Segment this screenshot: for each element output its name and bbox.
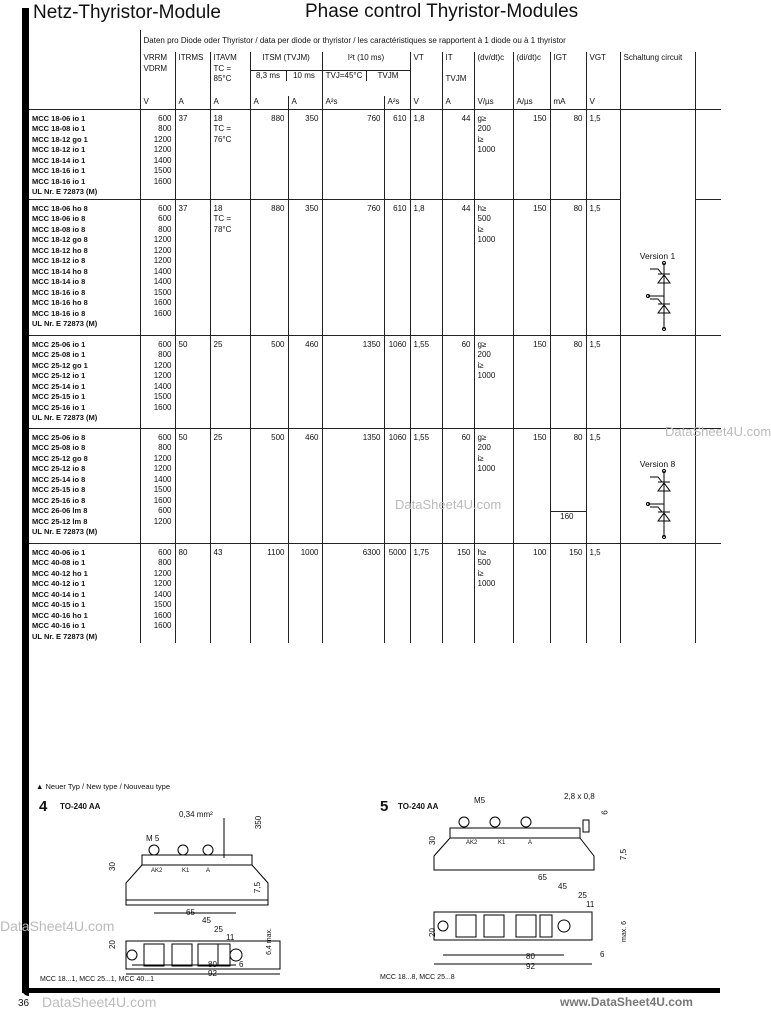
vrrm-value: 800 <box>158 224 172 234</box>
itsm-8-3ms: 500 <box>250 428 288 543</box>
vrrm-value: 1200 <box>153 371 172 380</box>
part-number: MCC 25-15 io 8 <box>32 485 86 494</box>
unit-label: A²s <box>322 96 384 109</box>
unit-label: A <box>288 96 322 109</box>
module-group <box>29 199 721 335</box>
vrrm-values <box>140 199 175 335</box>
col-vrrm: VRRM VDRM <box>140 52 175 96</box>
vgt: 1,5 <box>586 109 620 199</box>
itsm-10ms: 1000 <box>288 543 322 643</box>
watermark: DataSheet4U.com <box>395 497 502 512</box>
itavm: 25 <box>210 335 250 428</box>
vrrm-value: 1200 <box>153 256 172 265</box>
vrrm-value: 800 <box>158 443 172 452</box>
igt-value: 150 <box>569 547 583 557</box>
part-number: UL Nr. E 72873 (M) <box>32 527 98 536</box>
vrrm-value: 1500 <box>153 485 172 494</box>
unit-empty <box>695 96 721 109</box>
di-dt: 150 <box>513 199 550 335</box>
thyristor-circuit-icon <box>638 261 678 331</box>
i2t-tvjm: 5000 <box>384 543 410 643</box>
dim-height: 30 <box>427 836 437 845</box>
part-number: MCC 25-06 io 8 <box>32 432 86 442</box>
i2t-tvjm: 610 <box>384 109 410 199</box>
unit-label: mA <box>550 96 586 109</box>
circuit-cell <box>620 543 695 643</box>
screw-label: M5 <box>474 796 486 805</box>
igt-value: 80 <box>573 432 583 442</box>
col-itavm: ITAVM <box>213 53 237 62</box>
i2t-tvjm: 610 <box>384 199 410 335</box>
dim-6-tab: 6 <box>600 810 610 815</box>
circuit-cell <box>620 109 695 335</box>
unit-label: A <box>175 96 210 109</box>
it: 44 <box>442 109 474 199</box>
col-circuit: Schaltung circuit <box>620 52 695 96</box>
vrrm-values <box>140 335 175 428</box>
dv-dt: h≥ 500 i≥ 1000 <box>474 543 513 643</box>
module-group <box>29 543 721 643</box>
watermark: DataSheet4U.com <box>0 918 115 934</box>
module-outline-4 <box>36 798 336 988</box>
vrrm-value: 1600 <box>153 308 172 318</box>
part-number: MCC 40-14 io 1 <box>32 589 86 599</box>
itsm-10ms: 460 <box>288 428 322 543</box>
vrrm-value: 800 <box>158 558 172 567</box>
part-number: MCC 18-06 ho 8 <box>32 203 88 213</box>
col-igt: IGT <box>550 52 586 96</box>
tab-label: 2,8 x 0,8 <box>564 792 595 801</box>
dim-92: 92 <box>208 969 217 978</box>
igt <box>550 335 586 428</box>
watermark: DataSheet4U.com <box>665 424 771 439</box>
igt <box>550 428 586 543</box>
igt-value: 80 <box>573 113 583 123</box>
drawing-caption: MCC 18...8, MCC 25...8 <box>380 974 455 981</box>
dim-65: 65 <box>186 908 195 917</box>
vrrm-value: 1200 <box>153 245 172 255</box>
part-number: MCC 18-08 io 1 <box>32 124 86 133</box>
dim-max: 6,4 max. <box>265 928 273 955</box>
dim-height: 30 <box>107 862 117 871</box>
dv-dt: g≥ 200 i≥ 1000 <box>474 335 513 428</box>
vrrm-values <box>140 109 175 199</box>
watermark: DataSheet4U.com <box>42 994 157 1010</box>
vrrm-value: 1500 <box>153 600 172 609</box>
part-number: MCC 25-12 io 8 <box>32 464 86 473</box>
part-number: MCC 18-08 io 8 <box>32 224 86 234</box>
igt-value: 80 <box>573 339 583 349</box>
dim-base: 7,5 <box>253 881 263 894</box>
i2t-45c: 1350 <box>322 428 384 543</box>
part-numbers <box>29 428 140 543</box>
vgt: 1,5 <box>586 428 620 543</box>
vt: 1,55 <box>410 428 442 543</box>
vrrm-value: 1200 <box>153 453 172 463</box>
dim-25: 25 <box>578 891 587 900</box>
part-number: MCC 40-15 io 1 <box>32 600 86 609</box>
col-it: IT <box>445 53 453 62</box>
thyristor-data-table <box>29 30 721 643</box>
part-number: MCC 18-06 io 8 <box>32 214 86 223</box>
vrrm-value <box>144 527 172 538</box>
vrrm-value: 800 <box>158 350 172 359</box>
drawing-number: 5 <box>380 798 389 815</box>
vrrm-value: 1200 <box>153 235 172 244</box>
itavm: 18 TC = 78°C <box>210 199 250 335</box>
vgt: 1,5 <box>586 335 620 428</box>
col-i2t: I²t (10 ms) <box>347 53 385 62</box>
package-label: TO-240 AA <box>398 802 439 811</box>
vrrm-value: 1400 <box>153 474 172 484</box>
unit-label: V <box>410 96 442 109</box>
dim-45: 45 <box>202 916 211 925</box>
unit-label: A²s <box>384 96 410 109</box>
col-dvdt: (dv/dt)c <box>474 52 513 96</box>
part-numbers <box>29 335 140 428</box>
itsm-10ms: 350 <box>288 109 322 199</box>
vrrm-value <box>144 319 172 330</box>
dim-11: 11 <box>226 933 235 942</box>
circuit-cell <box>620 335 695 428</box>
part-numbers <box>29 109 140 199</box>
part-number: MCC 18-14 io 8 <box>32 277 86 286</box>
wire-label: 0,34 mm² <box>179 810 213 819</box>
igt <box>550 543 586 643</box>
part-number: MCC 18-14 io 1 <box>32 155 86 165</box>
vrrm-value: 800 <box>158 124 172 133</box>
vt: 1,75 <box>410 543 442 643</box>
vrrm-value: 1600 <box>153 298 172 307</box>
pin-ak2: AK2 <box>151 868 163 874</box>
vrrm-value: 1400 <box>153 381 172 391</box>
dim-20: 20 <box>427 928 437 937</box>
part-number: MCC 18-16 ho 8 <box>32 298 88 307</box>
col-didt: (di/dt)c <box>513 52 550 96</box>
col-itsm-83: 8,3 ms <box>251 71 287 82</box>
vrrm-value: 1200 <box>153 134 172 144</box>
vrrm-value: 1200 <box>153 516 172 526</box>
pin-k1: K1 <box>182 868 190 874</box>
dim-80: 80 <box>526 952 535 961</box>
di-dt: 150 <box>513 109 550 199</box>
itsm-10ms: 460 <box>288 335 322 428</box>
di-dt: 150 <box>513 428 550 543</box>
part-number: MCC 18-12 go 8 <box>32 235 88 244</box>
part-number: MCC 25-16 io 8 <box>32 495 86 505</box>
dim-max: max. 6 <box>621 920 629 943</box>
vrrm-value: 1400 <box>153 266 172 276</box>
part-number: UL Nr. E 72873 (M) <box>32 413 98 422</box>
part-number: MCC 26-06 lm 8 <box>32 506 88 515</box>
right-margin <box>695 109 721 199</box>
itrms: 37 <box>175 109 210 199</box>
vt: 1,55 <box>410 335 442 428</box>
itavm: 43 <box>210 543 250 643</box>
vrrm-value: 1200 <box>153 360 172 370</box>
dv-dt: h≥ 500 i≥ 1000 <box>474 199 513 335</box>
right-margin <box>695 543 721 643</box>
module-group <box>29 335 721 428</box>
dim-11: 11 <box>586 900 595 909</box>
part-number: MCC 18-12 io 8 <box>32 256 86 265</box>
vrrm-value: 1500 <box>153 392 172 401</box>
vrrm-values <box>140 543 175 643</box>
part-numbers <box>29 543 140 643</box>
col-vt: VT <box>410 52 442 96</box>
part-number: MCC 25-08 io 8 <box>32 443 86 452</box>
itsm-8-3ms: 880 <box>250 109 288 199</box>
pin-a: A <box>528 840 533 846</box>
vrrm-value: 600 <box>158 506 172 515</box>
it: 150 <box>442 543 474 643</box>
page-border-bottom <box>22 988 720 993</box>
vrrm-value <box>144 413 172 424</box>
right-margin <box>695 199 721 335</box>
pin-k1: K1 <box>498 840 506 846</box>
col-itrms: ITRMS <box>175 52 210 96</box>
igt-value: 80 <box>573 203 583 213</box>
unit-empty <box>620 96 695 109</box>
part-number: MCC 25-12 go 1 <box>32 360 88 370</box>
drawing-5 <box>378 792 708 988</box>
itavm: 18 TC = 76°C <box>210 109 250 199</box>
drawing-number: 4 <box>39 798 48 815</box>
screw-label: M 5 <box>146 834 160 843</box>
it: 44 <box>442 199 474 335</box>
vrrm-value: 1400 <box>153 589 172 599</box>
igt <box>550 109 586 199</box>
vgt: 1,5 <box>586 199 620 335</box>
di-dt: 150 <box>513 335 550 428</box>
it: 60 <box>442 428 474 543</box>
part-number: MCC 18-16 io 1 <box>32 166 86 175</box>
itsm-8-3ms: 880 <box>250 199 288 335</box>
package-label: TO-240 AA <box>60 802 101 811</box>
watermark: www.DataSheet4U.com <box>560 995 693 1009</box>
col-itsm-10: 10 ms <box>293 70 315 80</box>
i2t-45c: 6300 <box>322 543 384 643</box>
col-itavm-cond: TC = 85°C <box>213 63 232 83</box>
vrrm-value: 1600 <box>153 495 172 505</box>
itrms: 80 <box>175 543 210 643</box>
vrrm-value: 1600 <box>153 176 172 186</box>
part-number: MCC 18-12 ho 8 <box>32 245 88 255</box>
part-number: MCC 18-16 io 8 <box>32 308 86 318</box>
right-margin <box>695 428 721 543</box>
dim-45: 45 <box>558 882 567 891</box>
vrrm-value: 1200 <box>153 568 172 578</box>
part-number: MCC 25-08 io 1 <box>32 350 86 359</box>
part-number: MCC 25-12 lm 8 <box>32 516 88 526</box>
part-number: UL Nr. E 72873 (M) <box>32 319 98 328</box>
unit-label: A <box>250 96 288 109</box>
module-outline-5 <box>378 798 708 988</box>
new-type-note: ▲ Neuer Typ / New type / Nouveau type <box>36 782 171 791</box>
vrrm-value: 600 <box>158 214 172 223</box>
dim-80: 80 <box>208 960 217 969</box>
itrms: 37 <box>175 199 210 335</box>
title-german: Netz-Thyristor-Module <box>33 2 221 23</box>
dim-92: 92 <box>526 962 535 971</box>
pin-a: A <box>206 868 211 874</box>
col-i2t-tvjm: TVJM <box>377 70 399 80</box>
i2t-tvjm: 1060 <box>384 428 410 543</box>
part-number: MCC 25-14 io 1 <box>32 381 86 391</box>
circuit-version-label: Version 1 <box>639 250 676 261</box>
dim-base: 7,5 <box>619 848 629 861</box>
itsm-8-3ms: 500 <box>250 335 288 428</box>
itavm: 25 <box>210 428 250 543</box>
part-number: MCC 40-06 io 1 <box>32 547 86 557</box>
part-number: MCC 40-08 io 1 <box>32 558 86 567</box>
part-numbers <box>29 199 140 335</box>
vrrm-value <box>144 632 172 643</box>
igt-value-lm: 160 <box>551 511 586 523</box>
vrrm-value: 1600 <box>153 621 172 630</box>
part-number: MCC 18-12 go 1 <box>32 134 88 144</box>
page-number: 36 <box>18 998 30 1009</box>
dim-6: 6 <box>600 950 605 959</box>
col-i2t-45: TVJ=45°C <box>323 71 367 82</box>
i2t-45c: 760 <box>322 109 384 199</box>
itsm-10ms: 350 <box>288 199 322 335</box>
i2t-45c: 760 <box>322 199 384 335</box>
part-number: MCC 25-14 io 8 <box>32 474 86 484</box>
vgt: 1,5 <box>586 543 620 643</box>
vrrm-value: 1400 <box>153 155 172 165</box>
title-english: Phase control Thyristor-Modules <box>305 1 579 22</box>
part-number: MCC 18-12 io 1 <box>32 145 86 154</box>
pin-ak2: AK2 <box>466 840 478 846</box>
vrrm-value: 1600 <box>153 402 172 412</box>
col-it-cond: TVJM <box>445 74 467 83</box>
part-number: UL Nr. E 72873 (M) <box>32 187 98 196</box>
table-subtitle: Daten pro Diode oder Thyristor / data per diode or thyristor / les caractéristiques se rapportent à 1 diode ou à 1 thyristor <box>140 30 721 52</box>
di-dt: 100 <box>513 543 550 643</box>
dv-dt: g≥ 200 i≥ 1000 <box>474 109 513 199</box>
drawing-caption: MCC 18...1, MCC 25...1, MCC 40...1 <box>40 976 154 983</box>
part-number: UL Nr. E 72873 (M) <box>32 631 98 641</box>
part-number: MCC 18-06 io 1 <box>32 113 86 123</box>
part-number: MCC 40-12 io 1 <box>32 579 86 588</box>
vrrm-value: 600 <box>158 203 172 213</box>
col-itsm: ITSM (TVJM) <box>262 53 310 62</box>
dim-20: 20 <box>107 940 117 949</box>
drawing-4 <box>36 798 336 988</box>
vrrm-value <box>144 187 172 198</box>
i2t-tvjm: 1060 <box>384 335 410 428</box>
itrms: 50 <box>175 335 210 428</box>
unit-label: A <box>210 96 250 109</box>
vrrm-value: 1500 <box>153 287 172 297</box>
page-border-left <box>22 8 29 996</box>
part-number: MCC 25-16 io 1 <box>32 402 86 412</box>
col-vgt: VGT <box>586 52 620 96</box>
vt: 1,8 <box>410 109 442 199</box>
part-number: MCC 25-15 io 1 <box>32 392 86 401</box>
part-number: MCC 25-06 io 1 <box>32 339 86 349</box>
unit-label: A/µs <box>513 96 550 109</box>
vrrm-value: 1500 <box>153 166 172 175</box>
part-number: MCC 18-16 io 1 <box>32 176 86 186</box>
module-group <box>29 428 721 543</box>
vrrm-value: 1200 <box>153 145 172 154</box>
vrrm-values <box>140 428 175 543</box>
unit-label: V <box>140 96 175 109</box>
unit-label: A <box>442 96 474 109</box>
dim-6: 6 <box>239 960 244 969</box>
vrrm-value: 1400 <box>153 277 172 286</box>
part-number: MCC 18-16 io 8 <box>32 287 86 297</box>
vrrm-value: 1600 <box>153 610 172 620</box>
part-number: MCC 25-12 io 1 <box>32 371 86 380</box>
i2t-45c: 1350 <box>322 335 384 428</box>
vrrm-value: 1200 <box>153 464 172 473</box>
itsm-8-3ms: 1100 <box>250 543 288 643</box>
it: 60 <box>442 335 474 428</box>
dim-25: 25 <box>214 925 223 934</box>
vrrm-value: 600 <box>158 432 172 442</box>
part-number: MCC 40-16 ho 1 <box>32 610 88 620</box>
circuit-cell <box>620 428 695 543</box>
module-group <box>29 109 721 199</box>
part-number: MCC 40-12 ho 1 <box>32 568 88 578</box>
thyristor-circuit-icon <box>638 469 678 539</box>
right-margin <box>695 335 721 428</box>
itrms: 50 <box>175 428 210 543</box>
igt <box>550 199 586 335</box>
dim-65: 65 <box>538 873 547 882</box>
unit-label: V/µs <box>474 96 513 109</box>
vrrm-value: 1200 <box>153 579 172 588</box>
vrrm-value: 600 <box>158 113 172 123</box>
part-number: MCC 25-12 go 8 <box>32 453 88 463</box>
vrrm-value: 600 <box>158 547 172 557</box>
unit-label: V <box>586 96 620 109</box>
vt: 1,8 <box>410 199 442 335</box>
vrrm-value: 600 <box>158 339 172 349</box>
part-number: MCC 40-16 io 1 <box>32 621 86 630</box>
dim-350: 350 <box>254 815 264 830</box>
part-number: MCC 18-14 ho 8 <box>32 266 88 276</box>
circuit-version-label: Version 8 <box>639 458 676 469</box>
dv-dt: g≥ 200 i≥ 1000 <box>474 428 513 543</box>
